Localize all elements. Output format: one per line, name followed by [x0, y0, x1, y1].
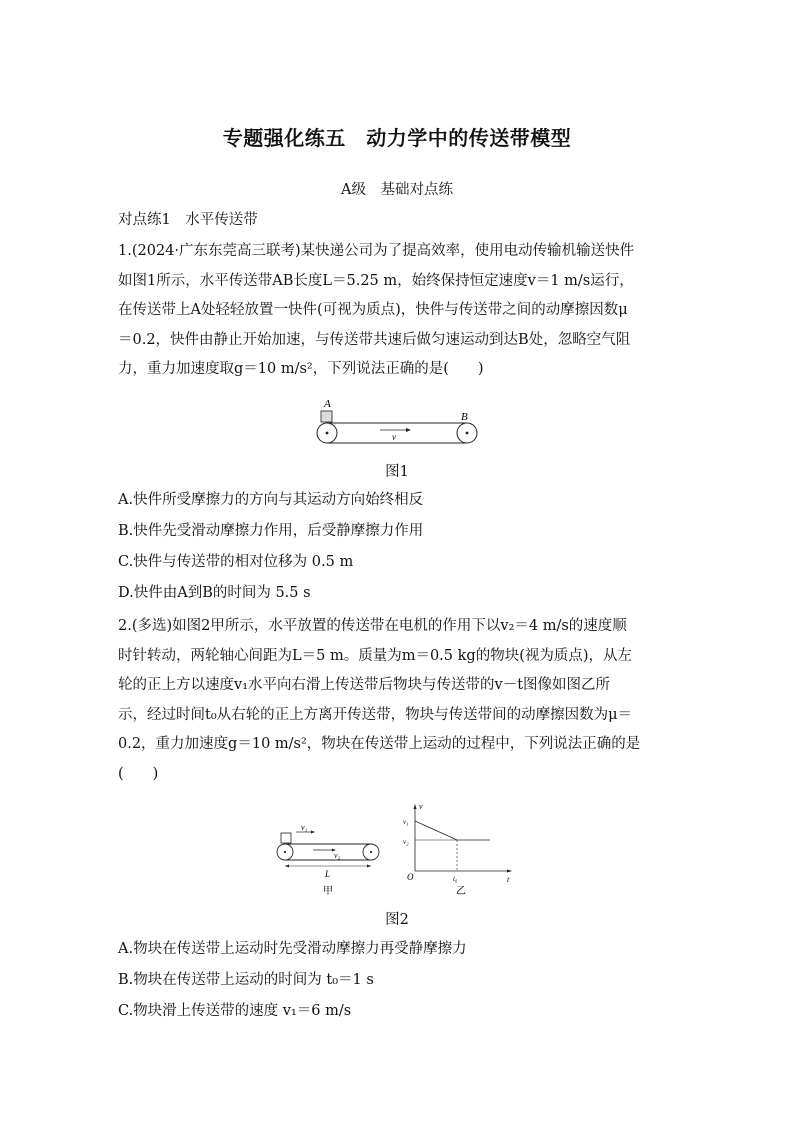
q2-line: 时针转动，两轮轴心间距为L＝5 m。质量为m＝0.5 kg的物块(视为质点)，从左: [118, 647, 633, 664]
q1-line: 在传送带上A处轻轻放置一快件(可视为质点)，快件与传送带之间的动摩擦因数μ: [118, 302, 628, 318]
v1-v2-segment: [415, 821, 457, 840]
axis-t-label: t: [507, 875, 510, 884]
t-axis-arrowhead: [507, 870, 512, 873]
v1-arrowhead: [311, 831, 315, 834]
left-pulley-axle: [284, 851, 286, 853]
q1-option-b: B.快件先受滑动摩擦力作用，后受静摩擦力作用: [118, 523, 424, 539]
length-arrow-right: [367, 865, 371, 868]
q1-line: 1.(2024·广东东莞高三联考)某快递公司为了提高效率，使用电动传输机输送快件: [118, 243, 635, 259]
right-pulley-axle: [466, 432, 469, 435]
left-v1-label: v₁: [301, 823, 308, 832]
origin-label: O: [407, 872, 414, 882]
question-2-text: [118, 612, 680, 789]
figure-1-caption: 图1: [385, 464, 409, 480]
right-figure-name: 乙: [456, 886, 466, 897]
label-v: v: [392, 432, 396, 442]
q1-line: ＝0.2，快件由静止开始加速，与传送带共速后做匀速运动到达B处，忽略空气阻: [118, 331, 631, 348]
block: [281, 833, 291, 843]
q2-option-b: B.物块在传送带上运动的时间为 t₀＝1 s: [118, 972, 374, 988]
left-l-label: L: [325, 869, 331, 879]
tick-v2-label: v₂: [403, 838, 409, 846]
page-title: 专题强化练五 动力学中的传送带模型: [222, 126, 572, 150]
tick-v1-label: v₁: [403, 818, 409, 826]
left-v2-label: v₂: [334, 851, 341, 860]
question-1-text: [118, 237, 680, 385]
length-arrow-left: [285, 865, 289, 868]
tick-t0-label: t₀: [453, 875, 458, 883]
q2-line: 轮的正上方以速度v₁水平向右滑上传送带后物块与传送带的v－t图像如图乙所: [118, 677, 611, 693]
level-heading: A级 基础对点练: [341, 182, 453, 198]
q2-line: 2.(多选)如图2甲所示，水平放置的传送带在电机的作用下以v₂＝4 m/s的速度顺: [118, 618, 627, 634]
label-b: B: [461, 411, 468, 423]
axis-v-label: v: [419, 802, 423, 811]
figure-1-conveyor: [310, 394, 485, 450]
q2-line: 示，经过时间t₀从右轮的正上方离开传送带，物块与传送带间的动摩擦因数为μ＝: [118, 706, 633, 723]
figure-2: [268, 796, 522, 900]
section-heading: 对点练1 水平传送带: [118, 212, 258, 228]
q1-line: 力，重力加速度取g＝10 m/s²，下列说法正确的是( ): [118, 361, 484, 377]
right-pulley-axle: [370, 851, 372, 853]
v-axis-arrowhead: [414, 804, 417, 809]
q2-line: ( ): [118, 765, 159, 782]
q2-option-a: A.物块在传送带上运动时先受滑动摩擦力再受静摩擦力: [118, 941, 467, 957]
q1-option-d: D.快件由A到B的时间为 5.5 s: [118, 585, 311, 601]
left-pulley-axle: [326, 432, 329, 435]
q2-line: 0.2，重力加速度g＝10 m/s²，物块在传送带上运动的过程中，下列说法正确的是: [118, 736, 641, 752]
q1-line: 如图1所示，水平传送带AB长度L＝5.25 m，始终保持恒定速度v＝1 m/s运行，: [118, 272, 634, 289]
package-box: [321, 411, 332, 422]
q2-option-c: C.物块滑上传送带的速度 v₁＝6 m/s: [118, 1003, 352, 1019]
velocity-arrowhead: [406, 428, 411, 432]
left-figure-name: 甲: [323, 886, 333, 897]
label-a: A: [324, 398, 331, 410]
q1-option-a: A.快件所受摩擦力的方向与其运动方向始终相反: [118, 492, 424, 508]
q1-option-c: C.快件与传送带的相对位移为 0.5 m: [118, 554, 354, 570]
figure-2-caption: 图2: [385, 912, 409, 928]
